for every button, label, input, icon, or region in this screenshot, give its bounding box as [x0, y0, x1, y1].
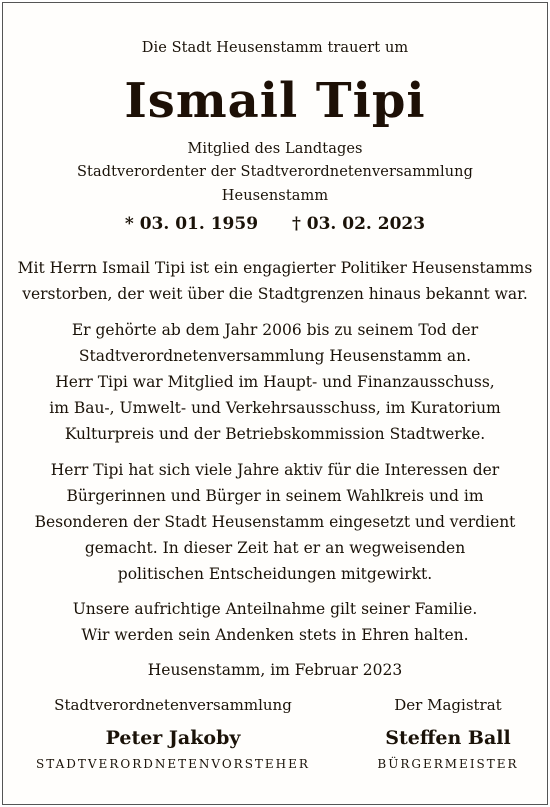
- signature-right-organization: Der Magistrat: [394, 696, 502, 714]
- obituary-notice: [2, 2, 548, 805]
- paragraph-2-line-2: Stadtverordnetenversammlung Heusenstamm an.: [78, 347, 472, 365]
- title-line-3: Heusenstamm: [221, 188, 329, 204]
- paragraph-4-line-2: Wir werden sein Andenken stets in Ehren halten.: [81, 626, 469, 644]
- paragraph-2-line-1: Er gehörte ab dem Jahr 2006 bis zu seinem Tod der: [71, 321, 479, 339]
- paragraph-3-line-4: gemacht. In dieser Zeit hat er an wegweisenden: [84, 539, 466, 557]
- paragraph-3-line-5: politischen Entscheidungen mitgewirkt.: [117, 565, 433, 583]
- paragraph-1-line-1: Mit Herrn Ismail Tipi ist ein engagierter Politiker Heusenstamms: [17, 259, 533, 277]
- paragraph-2-line-5: Kulturpreis und der Betriebskommission Stadtwerke.: [64, 425, 486, 443]
- life-dates: [3, 214, 547, 234]
- signature-right-name: Steffen Ball: [385, 727, 511, 749]
- title-line-1: Mitglied des Landtages: [187, 141, 363, 157]
- signature-right-role: BÜRGERMEISTER: [377, 757, 519, 771]
- paragraph-1-line-2: verstorben, der weit über die Stadtgrenzen hinaus bekannt war.: [22, 285, 528, 303]
- paragraph-3-line-1: Herr Tipi hat sich viele Jahre aktiv für die Interessen der: [50, 461, 500, 479]
- signature-left-role: STADTVERORDNETENVORSTEHER: [36, 757, 310, 771]
- place-date: Heusenstamm, im Februar 2023: [147, 661, 403, 679]
- paragraph-3-line-3: Besonderen der Stadt Heusenstamm eingesetzt und verdient: [34, 513, 516, 531]
- paragraph-2-line-4: im Bau-, Umwelt- und Verkehrsausschuss, im Kuratorium: [49, 399, 501, 417]
- paragraph-3-line-2: Bürgerinnen und Bürger in seinem Wahlkreis und im: [66, 487, 484, 505]
- intro-line: Die Stadt Heusenstamm trauert um: [141, 40, 409, 56]
- birth-date: * 03. 01. 1959: [124, 214, 259, 234]
- title-line-2: Stadtverordenter der Stadtverordnetenversammlung: [77, 164, 473, 180]
- death-date: † 03. 02. 2023: [291, 214, 426, 234]
- deceased-name: Ismail Tipi: [124, 73, 426, 129]
- signature-left-name: Peter Jakoby: [105, 727, 241, 749]
- signature-left-organization: Stadtverordnetenversammlung: [54, 696, 292, 714]
- paragraph-2-line-3: Herr Tipi war Mitglied im Haupt- und Finanzausschuss,: [55, 373, 495, 391]
- paragraph-4-line-1: Unsere aufrichtige Anteilnahme gilt seiner Familie.: [72, 600, 478, 618]
